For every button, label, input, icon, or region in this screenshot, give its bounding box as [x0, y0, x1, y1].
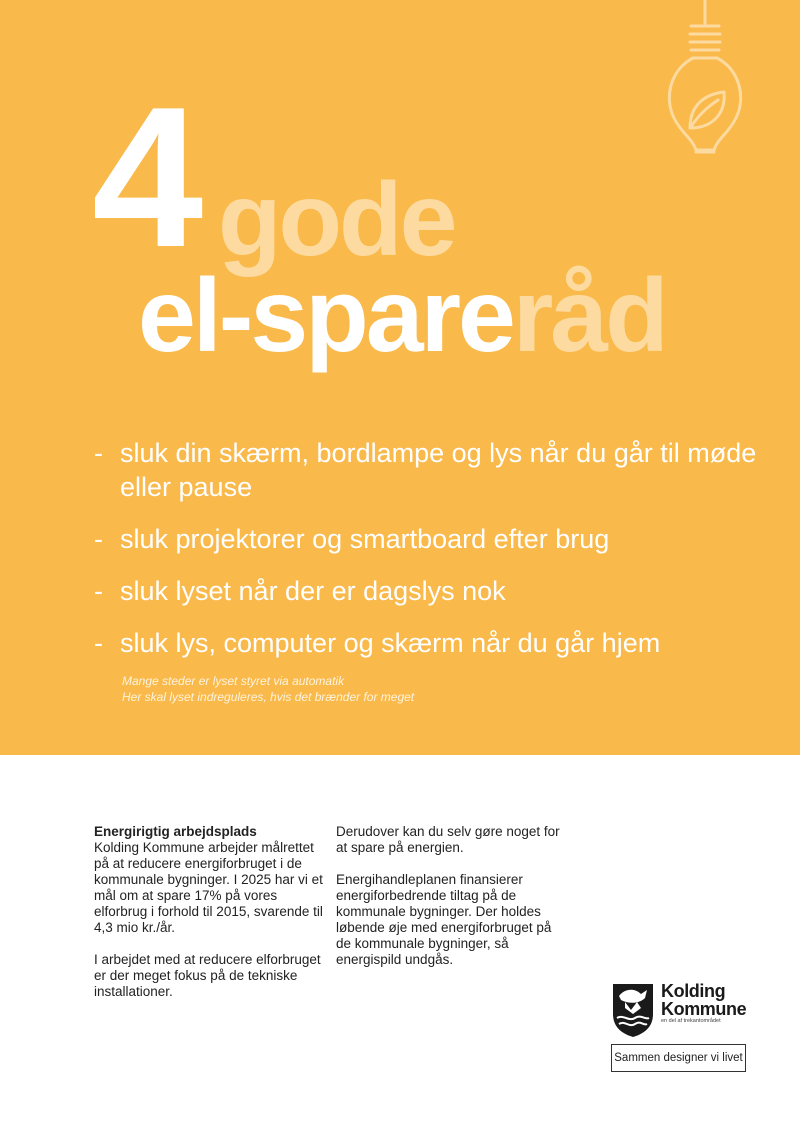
- info-paragraph: Derudover kan du selv gøre noget for at spare på energien.: [336, 824, 560, 855]
- headline-word-gode: gode: [218, 162, 455, 278]
- lightbulb-leaf-icon: [660, 0, 750, 160]
- note-line-1: Mange steder er lyset styret via automatik: [122, 674, 345, 688]
- kolding-kommune-logo: [611, 980, 751, 1040]
- tip-dash: -: [94, 438, 103, 468]
- logo-name-line-1: Kolding: [661, 981, 726, 1001]
- headline-el-spare: el-spare: [138, 258, 513, 374]
- info-paragraph: Kolding Kommune arbejder målrettet på at reducere energiforbruget i de kommunale bygninger. I 2025 har vi et mål om at spare 17% på vores elforbrug i forhold til 2015, svarende til 4,3 mio kr./år.: [94, 840, 323, 935]
- headline-number: 4: [92, 66, 198, 289]
- tip-dash: -: [94, 524, 103, 554]
- tip-text: sluk din skærm, bordlampe og lys når du går til møde eller pause: [120, 438, 757, 502]
- headline-el-spareraad: [138, 258, 666, 374]
- tip-item: [94, 436, 774, 504]
- slogan-box: Sammen designer vi livet: [611, 1044, 746, 1072]
- tip-item: [94, 522, 774, 556]
- info-paragraph: I arbejdet med at reducere elforbruget er der meget fokus på de tekniske installationer.: [94, 952, 321, 999]
- info-paragraph: Energihandleplanen finansierer energiforbedrende tiltag på de kommunale bygninger. Der holdes løbende øje med energiforbruget på de kommunale bygninger, så energispild undgås.: [336, 872, 552, 967]
- tip-dash: -: [94, 628, 103, 658]
- automation-note: [122, 673, 414, 705]
- tip-item: [94, 574, 774, 608]
- kolding-crest-icon: [611, 982, 655, 1038]
- tip-text: sluk lys, computer og skærm når du går hjem: [120, 628, 661, 658]
- logo-name: [661, 982, 746, 1018]
- tip-text: sluk projektorer og smartboard efter brug: [120, 524, 610, 554]
- info-column-right: [336, 824, 566, 984]
- tips-list: [94, 436, 774, 678]
- logo-name-line-2: Kommune: [661, 999, 747, 1019]
- logo-subtitle: en del af trekantområdet: [661, 1018, 721, 1024]
- note-line-2: Her skal lyset indreguleres, hvis det brænder for meget: [122, 690, 415, 704]
- tip-text: sluk lyset når der er dagslys nok: [120, 576, 506, 606]
- info-column-left: [94, 824, 324, 1016]
- tip-item: [94, 626, 774, 660]
- headline-raad: råd: [512, 258, 666, 374]
- tip-dash: -: [94, 576, 103, 606]
- info-heading: Energirigtig arbejdsplads: [94, 824, 257, 839]
